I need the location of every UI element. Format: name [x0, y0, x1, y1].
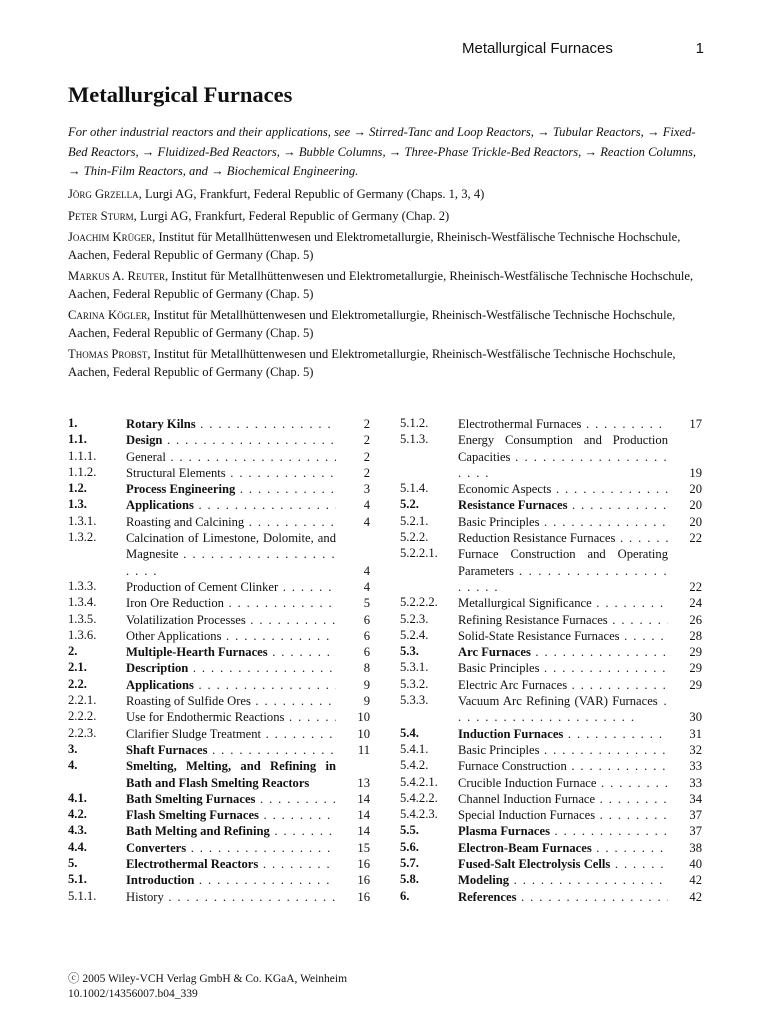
toc-entry-title: Electrothermal Reactors . . .	[126, 857, 336, 871]
toc-entry-page: 9	[363, 694, 370, 709]
author-affiliation: , Institut für Metallhüttenwesen und Elektrometallurgie, Rheinisch-Westfälische Technische Hochschule, Aachen, Federal Republic of Germany (Chap. 5)	[68, 230, 681, 262]
toc-entry-title: Design . . .	[126, 433, 336, 447]
toc-entry-page: 33	[689, 759, 702, 774]
toc-entry-title: Bath Smelting Furnaces . . .	[126, 792, 336, 806]
toc-entry	[68, 465, 370, 481]
toc-entry-page: 13	[357, 775, 370, 790]
toc-entry-number: 5.2.1.	[400, 513, 429, 528]
toc-entry-number: 4.4.	[68, 839, 87, 854]
toc-entry-number: 2.1.	[68, 660, 87, 675]
toc-entry-title: Multiple-Hearth Furnaces . . .	[126, 645, 336, 659]
author-name: Markus A. Reuter	[68, 269, 165, 283]
article-title: Metallurgical Furnaces	[68, 82, 293, 107]
toc-entry-title: Energy Consumption and Production Capacities . . .	[458, 433, 668, 480]
toc-entry	[68, 807, 370, 823]
toc-entry-page: 42	[689, 873, 702, 888]
toc-entry-number: 5.1.4.	[400, 481, 429, 496]
see-also-note: For other industrial reactors and their applications, see → Stirred-Tanc and Loop Reactors, → Tubular Reactors, → Fixed-Bed Reactors, → Fluidized-Bed Reactors, → Bubble Columns, → Three-Phase Trickle-Bed Reactors, → Reaction Columns, → Thin-Film Reactors, and → Biochemical Engineering.	[68, 125, 697, 178]
toc-entry-number: 4.2.	[68, 807, 87, 822]
toc-entry-title: Economic Aspects . . .	[458, 482, 668, 496]
doi: 10.1002/14356007.b04_339	[68, 988, 198, 1000]
toc-entry-page: 30	[689, 710, 702, 725]
toc-entry	[400, 872, 702, 888]
toc-entry-title: Process Engineering . . .	[126, 482, 336, 496]
toc-entry-page: 2	[363, 465, 370, 480]
toc-entry-number: 5.4.2.	[400, 758, 429, 773]
toc-entry-page: 40	[689, 857, 702, 872]
toc-entry-page: 31	[689, 726, 702, 741]
toc-entry-number: 1.	[68, 416, 78, 430]
toc-entry-number: 5.3.2.	[400, 676, 429, 691]
toc-entry-page: 26	[689, 612, 702, 627]
toc-entry-number: 5.1.	[68, 872, 87, 887]
toc-entry-number: 1.3.3.	[68, 578, 97, 593]
toc-entry-number: 1.1.	[68, 432, 87, 447]
author-affiliation: , Institut für Metallhüttenwesen und Elektrometallurgie, Rheinisch-Westfälische Technische Hochschule, Aachen, Federal Republic of Germany (Chap. 5)	[68, 308, 676, 340]
toc-entry-page: 4	[363, 498, 370, 513]
toc-entry	[68, 595, 370, 611]
toc-entry-number: 5.1.3.	[400, 432, 429, 447]
toc-entry-page: 6	[363, 612, 370, 627]
toc-entry-number: 5.3.3.	[400, 693, 429, 708]
toc-entry	[68, 612, 370, 628]
copyright-notice: ⓒ 2005 Wiley-VCH Verlag GmbH & Co. KGaA, Weinheim	[68, 973, 348, 985]
toc-entry-number: 5.1.2.	[400, 416, 429, 430]
toc-entry	[400, 530, 702, 546]
toc-entry-page: 38	[689, 840, 702, 855]
author-affiliation: , Lurgi AG, Frankfurt, Federal Republic of Germany (Chaps. 1, 3, 4)	[138, 187, 485, 201]
toc-entry-page: 33	[689, 775, 702, 790]
footer	[68, 972, 347, 1002]
toc-entry-title: Induction Furnaces . . .	[458, 727, 668, 741]
author-entry	[68, 346, 718, 381]
toc-entry-number: 5.5.	[400, 823, 419, 838]
toc-entry-page: 24	[689, 596, 702, 611]
toc-entry-page: 29	[689, 677, 702, 692]
toc-entry-title: Bath Melting and Refining . . .	[126, 824, 336, 838]
toc-entry-page: 37	[689, 808, 702, 823]
toc-entry-title: Other Applications . . .	[126, 629, 336, 643]
toc-entry-page: 6	[363, 645, 370, 660]
toc-entry-title: Electric Arc Furnaces . . .	[458, 678, 668, 692]
author-affiliation: , Institut für Metallhüttenwesen und Elektrometallurgie, Rheinisch-Westfälische Technische Hochschule, Aachen, Federal Republic of Germany (Chap. 5)	[68, 347, 676, 379]
toc-entry-page: 3	[363, 482, 370, 497]
toc-entry	[68, 823, 370, 839]
toc-entry-page: 34	[689, 791, 702, 806]
toc-entry-page: 16	[357, 889, 370, 904]
author-name: Joachim Krüger	[68, 230, 153, 244]
running-head	[462, 40, 704, 60]
toc-entry	[68, 889, 370, 905]
toc-entry-page: 16	[357, 857, 370, 872]
author-list	[68, 186, 718, 385]
toc-entry-number: 5.3.1.	[400, 660, 429, 675]
toc-entry-title: Electron-Beam Furnaces . . .	[458, 841, 668, 855]
toc-entry-number: 2.2.3.	[68, 725, 97, 740]
toc-right-column	[400, 416, 702, 905]
toc-entry	[400, 807, 702, 823]
toc-entry-page: 14	[357, 808, 370, 823]
toc-entry-number: 6.	[400, 888, 410, 903]
toc-entry-title: Clarifier Sludge Treatment . . .	[126, 727, 336, 741]
toc-entry-title: Introduction . . .	[126, 873, 336, 887]
toc-entry-number: 2.	[68, 644, 78, 659]
toc-entry	[68, 449, 370, 465]
toc-entry-page: 2	[363, 449, 370, 464]
toc-entry-number: 4.3.	[68, 823, 87, 838]
toc-entry-number: 1.3.2.	[68, 530, 97, 545]
toc-entry-title: Volatilization Processes . . .	[126, 613, 336, 627]
toc-entry-number: 3.	[68, 741, 78, 756]
toc-entry-page: 37	[689, 824, 702, 839]
toc-entry-page: 5	[363, 596, 370, 611]
toc-entry-number: 1.1.1.	[68, 448, 97, 463]
toc-entry-number: 5.1.1.	[68, 888, 97, 903]
toc-entry	[68, 677, 370, 693]
toc-entry-title: Roasting and Calcining . . .	[126, 515, 336, 529]
toc-entry	[400, 742, 702, 758]
toc-entry	[400, 497, 702, 513]
toc-entry	[400, 595, 702, 611]
toc-entry-title: Channel Induction Furnace . . .	[458, 792, 668, 806]
toc-entry	[400, 693, 702, 726]
toc-entry-number: 1.2.	[68, 481, 87, 496]
toc-entry	[68, 840, 370, 856]
toc-entry-number: 2.2.	[68, 676, 87, 691]
toc-entry-title: Solid-State Resistance Furnaces . . .	[458, 629, 668, 643]
toc-entry	[400, 546, 702, 595]
toc-entry-page: 22	[689, 531, 702, 546]
toc-entry-title: Furnace Construction and Operating Parameters . . .	[458, 547, 668, 594]
toc-entry-page: 8	[363, 661, 370, 676]
toc-entry-title: Resistance Furnaces . . .	[458, 498, 668, 512]
toc-entry	[400, 677, 702, 693]
toc-entry-title: Furnace Construction . . .	[458, 759, 668, 773]
toc-entry-number: 1.3.5.	[68, 611, 97, 626]
author-name: Jörg Grzella	[68, 187, 139, 201]
toc-entry	[68, 530, 370, 579]
toc-entry	[68, 514, 370, 530]
toc-entry-page: 9	[363, 677, 370, 692]
toc-entry-number: 4.1.	[68, 790, 87, 805]
toc-entry-number: 5.4.2.3.	[400, 807, 438, 822]
toc-entry-title: Applications . . .	[126, 678, 336, 692]
toc-entry-title: Production of Cement Clinker . . .	[126, 580, 336, 594]
toc-entry-page: 28	[689, 628, 702, 643]
toc-entry	[400, 481, 702, 497]
toc-entry-page: 19	[689, 465, 702, 480]
toc-entry-title: History . . .	[126, 890, 336, 904]
toc-entry-number: 5.2.	[400, 497, 419, 512]
toc-entry	[400, 612, 702, 628]
toc-entry-title: Smelting, Melting, and Refining in Bath and Flash Smelting Reactors	[126, 759, 336, 790]
toc-entry-title: Reduction Resistance Furnaces . . .	[458, 531, 668, 545]
toc-entry	[400, 840, 702, 856]
toc-entry-title: General . . .	[126, 450, 336, 464]
toc-entry-page: 10	[357, 710, 370, 725]
toc-entry-title: References . . .	[458, 890, 668, 904]
author-affiliation: , Institut für Metallhüttenwesen und Elektrometallurgie, Rheinisch-Westfälische Technische Hochschule, Aachen, Federal Republic of Germany (Chap. 5)	[68, 269, 694, 301]
toc-entry	[68, 872, 370, 888]
toc-entry-page: 29	[689, 645, 702, 660]
toc-entry-number: 5.8.	[400, 872, 419, 887]
toc-entry-number: 1.1.2.	[68, 464, 97, 479]
toc-entry	[68, 628, 370, 644]
toc-entry-page: 4	[363, 514, 370, 529]
toc-entry-number: 5.4.	[400, 725, 419, 740]
toc-entry-title: Special Induction Furnaces . . .	[458, 808, 668, 822]
toc-entry-page: 4	[363, 579, 370, 594]
toc-entry	[400, 628, 702, 644]
toc-entry-number: 5.	[68, 856, 78, 871]
page-number: 1	[695, 40, 704, 57]
author-name: Thomas Probst	[68, 347, 148, 361]
author-entry	[68, 307, 718, 342]
toc-entry-number: 5.2.2.	[400, 530, 429, 545]
toc-entry-title: Metallurgical Significance . . .	[458, 596, 668, 610]
toc-entry-number: 1.3.6.	[68, 627, 97, 642]
toc-entry-page: 20	[689, 514, 702, 529]
toc-entry-title: Roasting of Sulfide Ores . . .	[126, 694, 336, 708]
toc-entry-number: 2.2.1.	[68, 693, 97, 708]
toc-entry-number: 5.2.3.	[400, 611, 429, 626]
toc-entry-page: 10	[357, 726, 370, 741]
toc-entry-title: Use for Endothermic Reactions . . .	[126, 710, 336, 724]
toc-entry-title: Description . . .	[126, 661, 336, 675]
author-name: Carina Kögler	[68, 308, 148, 322]
toc-entry-number: 1.3.	[68, 497, 87, 512]
toc-entry-number: 1.3.1.	[68, 513, 97, 528]
toc-entry-title: Structural Elements . . .	[126, 466, 336, 480]
toc-entry-number: 5.7.	[400, 856, 419, 871]
toc-entry-page: 14	[357, 824, 370, 839]
author-entry	[68, 208, 718, 226]
toc-entry-title: Plasma Furnaces . . .	[458, 824, 668, 838]
running-head-title: Metallurgical Furnaces	[462, 40, 613, 57]
toc-entry-title: Converters . . .	[126, 841, 336, 855]
toc-entry-number: 2.2.2.	[68, 709, 97, 724]
toc-entry-title: Crucible Induction Furnace . . .	[458, 776, 668, 790]
toc-entry-page: 20	[689, 498, 702, 513]
toc-entry	[68, 856, 370, 872]
toc-entry-title: Basic Principles . . .	[458, 743, 668, 757]
toc-entry-title: Modeling . . .	[458, 873, 668, 887]
toc-entry	[400, 660, 702, 676]
toc-entry	[400, 726, 702, 742]
toc-entry-page: 22	[689, 579, 702, 594]
toc-entry-title: Vacuum Arc Refining (VAR) Furnaces . . .	[458, 694, 668, 724]
toc-entry	[68, 791, 370, 807]
toc-entry	[400, 644, 702, 660]
toc-entry-title: Arc Furnaces . . .	[458, 645, 668, 659]
toc-entry	[400, 791, 702, 807]
toc-entry-title: Flash Smelting Furnaces . . .	[126, 808, 336, 822]
toc-entry-number: 5.2.2.2.	[400, 595, 438, 610]
toc-entry-page: 11	[357, 742, 370, 757]
toc-entry	[400, 823, 702, 839]
toc-entry	[68, 742, 370, 758]
author-entry	[68, 229, 718, 264]
toc-entry	[68, 660, 370, 676]
toc-entry	[400, 432, 702, 481]
toc-entry-number: 5.2.2.1.	[400, 546, 438, 561]
toc-entry-title: Fused-Salt Electrolysis Cells . . .	[458, 857, 668, 871]
toc-entry-page: 20	[689, 482, 702, 497]
toc-entry	[68, 497, 370, 513]
toc-entry-title: Shaft Furnaces . . .	[126, 743, 336, 757]
toc-entry-page: 6	[363, 628, 370, 643]
toc-entry-page: 15	[357, 840, 370, 855]
toc-entry-title: Iron Ore Reduction . . .	[126, 596, 336, 610]
toc-entry-number: 5.3.	[400, 644, 419, 659]
toc-entry-page: 14	[357, 791, 370, 806]
toc-entry-number: 5.4.2.2.	[400, 790, 438, 805]
author-affiliation: , Lurgi AG, Frankfurt, Federal Republic of Germany (Chap. 2)	[133, 208, 450, 223]
toc-entry-number: 5.4.2.1.	[400, 774, 438, 789]
toc-entry-page: 16	[357, 873, 370, 888]
toc-entry-title: Basic Principles . . .	[458, 661, 668, 675]
toc-entry-number: 5.4.1.	[400, 741, 429, 756]
toc-entry	[68, 416, 370, 432]
toc-entry	[68, 726, 370, 742]
toc-entry	[400, 758, 702, 774]
toc-entry-title: Electrothermal Furnaces . . .	[458, 417, 668, 431]
toc-entry	[68, 758, 370, 791]
toc-entry-title: Applications . . .	[126, 498, 336, 512]
toc-left-column	[68, 416, 370, 905]
toc-entry-page: 2	[363, 433, 370, 448]
toc-entry	[400, 416, 702, 432]
toc-entry	[68, 709, 370, 725]
author-name: Peter Sturm	[68, 208, 134, 223]
author-entry	[68, 268, 718, 303]
toc-entry-number: 4.	[68, 758, 78, 773]
toc-entry	[400, 514, 702, 530]
toc-entry	[68, 481, 370, 497]
toc-entry	[68, 693, 370, 709]
toc-entry-title: Refining Resistance Furnaces . . .	[458, 613, 668, 627]
toc-entry-number: 5.2.4.	[400, 627, 429, 642]
toc-entry-page: 32	[689, 742, 702, 757]
toc-entry	[400, 856, 702, 872]
toc-entry-title: Calcination of Limestone, Dolomite, and Magnesite . . .	[126, 531, 336, 578]
toc-entry	[68, 644, 370, 660]
toc-entry-page: 17	[689, 417, 702, 431]
toc-entry-page: 42	[689, 889, 702, 904]
toc-entry	[400, 889, 702, 905]
toc-entry	[68, 579, 370, 595]
toc-entry-page: 29	[689, 661, 702, 676]
toc-entry-title: Rotary Kilns . . .	[126, 417, 336, 431]
toc-entry-title: Basic Principles . . .	[458, 515, 668, 529]
toc-entry-number: 1.3.4.	[68, 595, 97, 610]
toc-entry	[68, 432, 370, 448]
author-entry	[68, 186, 718, 204]
toc-entry-page: 2	[363, 417, 370, 431]
toc-entry-page: 4	[363, 563, 370, 578]
toc-entry	[400, 775, 702, 791]
toc-entry-number: 5.6.	[400, 839, 419, 854]
